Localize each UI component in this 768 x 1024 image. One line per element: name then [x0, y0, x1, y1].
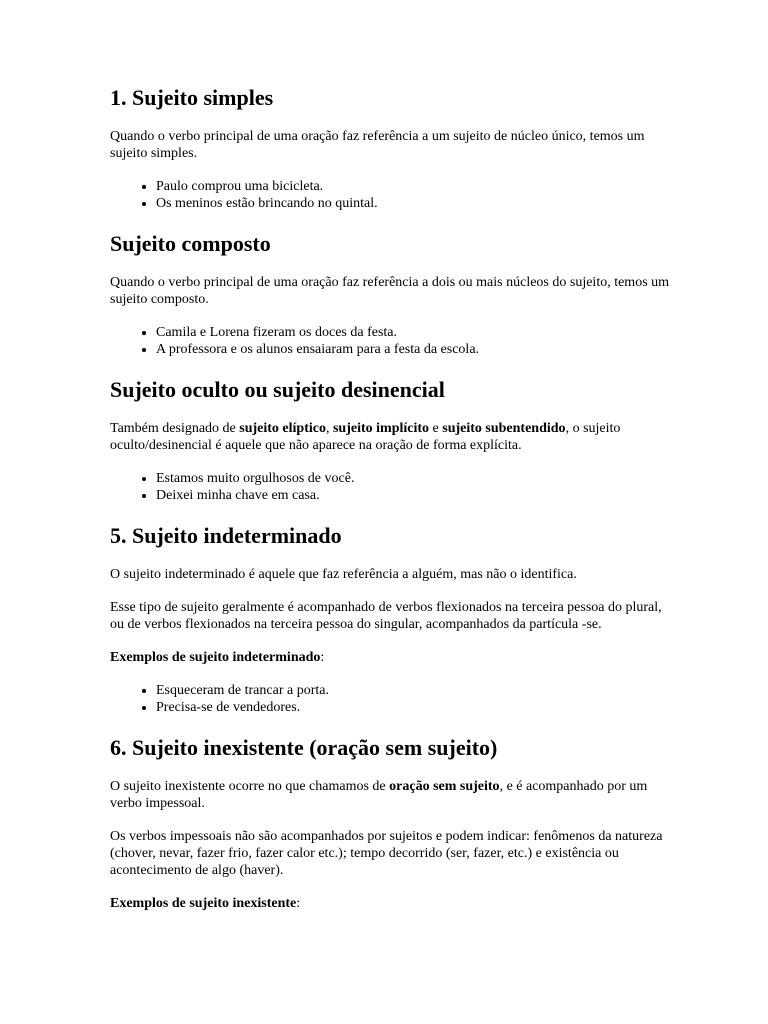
text-run: e — [429, 421, 443, 436]
paragraph-indeterminado-1: O sujeito indeterminado é aquele que faz referência a alguém, mas não o identifica. — [110, 567, 577, 582]
heading-sujeito-inexistente: 6. Sujeito inexistente (oração sem sujeito) — [110, 735, 498, 760]
heading-sujeito-simples: 1. Sujeito simples — [110, 85, 274, 110]
list-item: • Deixei minha chave em casa. — [156, 487, 670, 504]
list-item: • Paulo comprou uma bicicleta. — [156, 178, 670, 195]
heading-sujeito-indeterminado: 5. Sujeito indeterminado — [110, 523, 342, 548]
bold-term: sujeito elíptico — [239, 421, 326, 436]
list-item: • Camila e Lorena fizeram os doces da festa. — [156, 324, 670, 341]
paragraph-inexistente-1 — [110, 778, 670, 812]
bold-term: sujeito implícito — [332, 421, 430, 436]
list-item: • Os meninos estão brincando no quintal. — [156, 195, 670, 212]
text-run: , — [325, 421, 333, 436]
section-sujeito-oculto — [110, 376, 670, 504]
text-run: O sujeito inexistente ocorre no que chamamos de — [110, 779, 390, 794]
text-run: , e é acompanhado por um verbo impessoal. — [110, 779, 648, 811]
examples-list-composto — [110, 324, 670, 358]
list-item: • Precisa-se de vendedores. — [156, 699, 670, 716]
examples-list-oculto — [110, 470, 670, 504]
section-sujeito-indeterminado — [110, 522, 670, 716]
paragraph-inexistente-2: Os verbos impessoais não são acompanhados por sujeitos e podem indicar: fenômenos da natureza (chover, nevar, fazer frio, fazer calor etc.); tempo decorrido (ser, fazer, etc.) e existência ou acontecimento de algo (haver). — [110, 829, 663, 878]
examples-label-inexistente — [110, 895, 670, 912]
text-run: : — [296, 896, 301, 911]
text-run: Também designado de — [110, 421, 240, 436]
document-page — [110, 84, 670, 928]
paragraph-indeterminado-2: Esse tipo de sujeito geralmente é acompanhado de verbos flexionados na terceira pessoa do plural, ou de verbos flexionados na terceira pessoa do singular, acompanhados da partícula -se. — [110, 600, 662, 632]
examples-list-indeterminado — [110, 682, 670, 716]
examples-label-indeterminado — [110, 649, 670, 666]
bold-term: oração sem sujeito — [389, 779, 500, 794]
paragraph-sujeito-composto: Quando o verbo principal de uma oração faz referência a dois ou mais núcleos do sujeito, temos um sujeito composto. — [110, 275, 670, 307]
list-item: • A professora e os alunos ensaiaram para a festa da escola. — [156, 341, 670, 358]
section-sujeito-inexistente — [110, 734, 670, 912]
section-sujeito-composto — [110, 230, 670, 358]
paragraph-sujeito-oculto — [110, 420, 670, 454]
heading-sujeito-oculto: Sujeito oculto ou sujeito desinencial — [110, 377, 445, 402]
bold-term: Exemplos de sujeito inexistente — [110, 896, 297, 911]
list-item: • Estamos muito orgulhosos de você. — [156, 470, 670, 487]
bold-term: sujeito subentendido — [442, 421, 566, 436]
bold-term: Exemplos de sujeito indeterminado — [110, 650, 321, 665]
section-sujeito-simples — [110, 84, 670, 212]
text-run: : — [320, 650, 325, 665]
examples-list-simples — [110, 178, 670, 212]
list-item: • Esqueceram de trancar a porta. — [156, 682, 670, 699]
text-run: , o sujeito oculto/desinencial é aquele que não aparece na oração de forma explícita. — [110, 421, 621, 453]
paragraph-sujeito-simples: Quando o verbo principal de uma oração faz referência a um sujeito de núcleo único, temos um sujeito simples. — [110, 129, 645, 161]
heading-sujeito-composto: Sujeito composto — [110, 231, 271, 256]
